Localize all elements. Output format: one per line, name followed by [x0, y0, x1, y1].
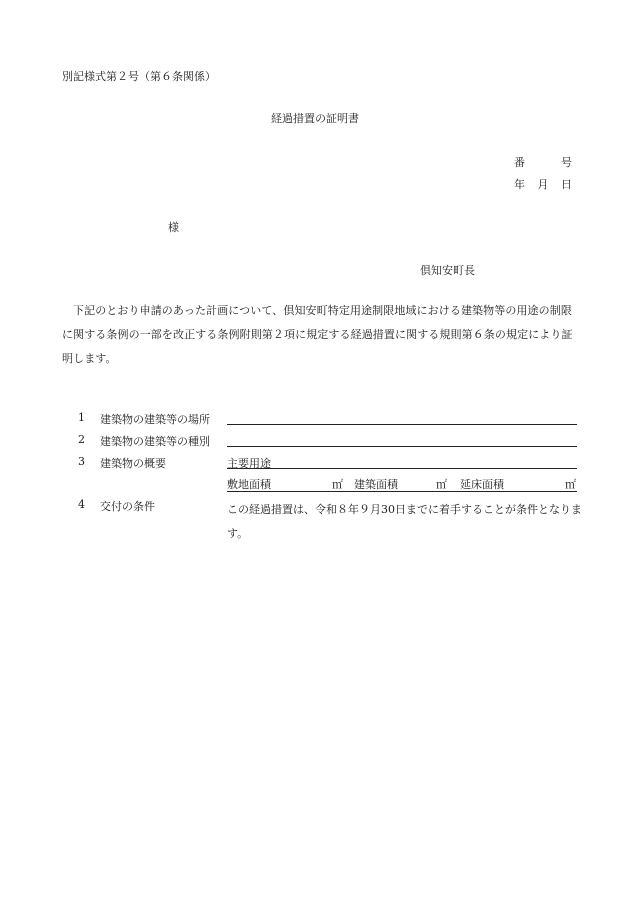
item-4-number: 4: [78, 498, 85, 511]
main-use-label: 主要用途: [227, 457, 271, 470]
date-day: 日: [561, 178, 572, 191]
main-use-entry-line[interactable]: [227, 468, 577, 469]
item-3-label: 建築物の概要: [100, 457, 166, 470]
item-2-label: 建築物の建築等の種別: [100, 435, 210, 448]
number-char-ban: 番: [514, 156, 525, 169]
date-year: 年: [514, 178, 525, 191]
item-3-number: 3: [78, 455, 85, 468]
addressee-suffix: 様: [168, 221, 179, 234]
certificate-number: [514, 154, 572, 170]
item-1-number: 1: [78, 411, 85, 424]
building-area-label: 建築面積: [354, 478, 398, 491]
item-1-label: 建築物の建築等の場所: [100, 413, 210, 426]
item-1-entry-line[interactable]: [227, 424, 577, 425]
issuer-name: 倶知安町長: [420, 264, 475, 277]
issue-date: [514, 176, 572, 192]
number-char-go: 号: [561, 156, 572, 169]
area-row[interactable]: [227, 476, 577, 492]
item-2-entry-line[interactable]: [227, 446, 577, 447]
floor-area-label: 延床面積: [460, 478, 504, 491]
site-area-label: 敷地面積: [227, 478, 271, 491]
date-month: 月: [537, 178, 549, 191]
floor-area-unit: ㎡: [565, 478, 576, 491]
form-number: 別記様式第２号（第６条関係）: [62, 70, 216, 83]
building-area-unit: ㎡: [436, 478, 447, 491]
document-title: 経過措置の証明書: [271, 112, 359, 125]
site-area-unit: ㎡: [332, 478, 343, 491]
item-2-number: 2: [78, 433, 85, 446]
issuance-condition: この経過措置は、令和８年９月30日までに着手することが条件となります。: [227, 503, 582, 540]
item-4-label: 交付の条件: [100, 500, 155, 513]
certificate-body: 下記のとおり申請のあった計画について、倶知安町特定用途制限地域における建築物等の用途の制限に関する条例の一部を改正する条例附則第２項に規定する経過措置に関する規則第６条の規定により証明します。: [62, 304, 573, 365]
